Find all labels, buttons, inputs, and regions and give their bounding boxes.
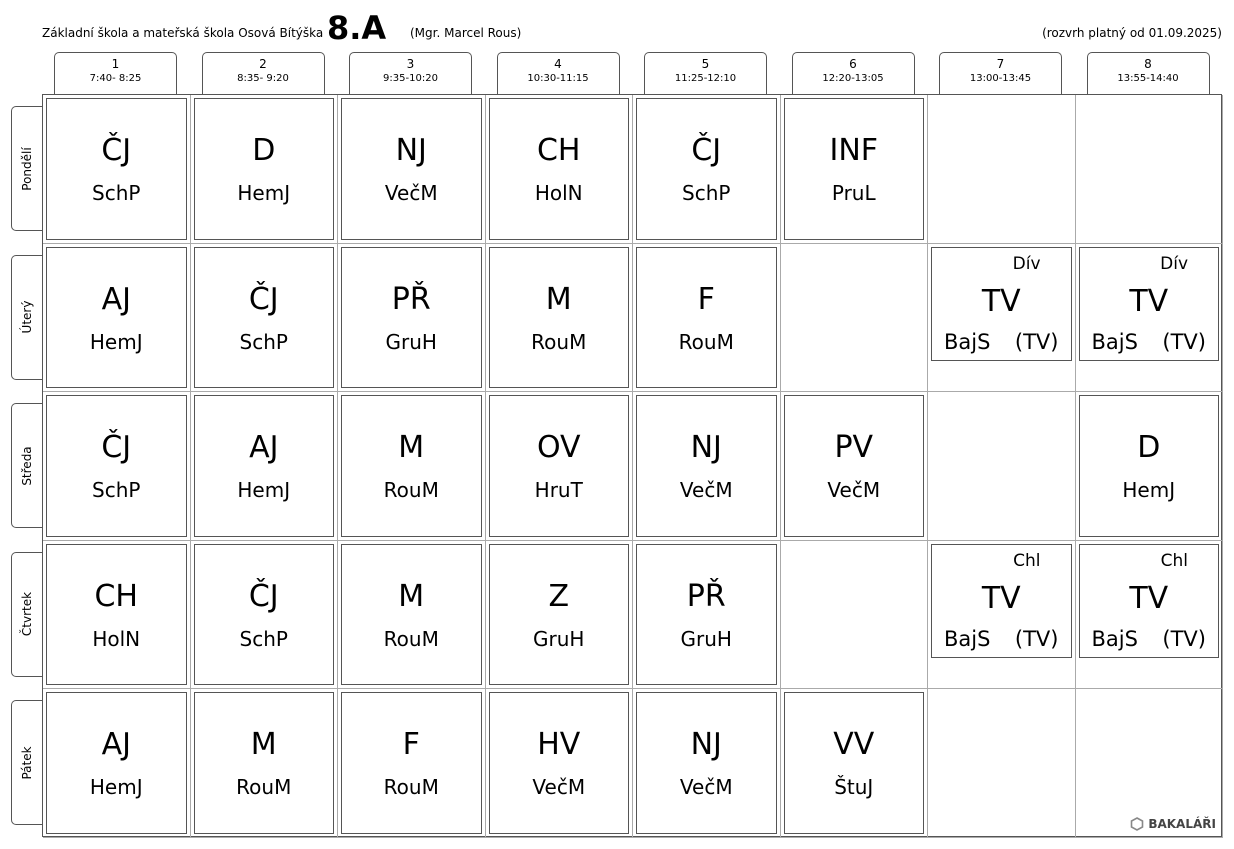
lesson-card[interactable] xyxy=(636,98,777,240)
lesson-subject: D xyxy=(252,133,276,168)
timetable-slot xyxy=(1076,95,1224,244)
timetable-slot xyxy=(486,95,634,244)
lesson-subject: M xyxy=(250,727,277,763)
lesson-subject: ČJ xyxy=(248,281,279,317)
lesson-subject: ČJ xyxy=(101,430,132,466)
lesson-teacher: RouM xyxy=(531,329,587,354)
timetable-slot xyxy=(43,95,191,244)
lesson-teacher: HemJ xyxy=(237,181,291,205)
timetable-slot xyxy=(781,95,929,244)
lesson-card[interactable] xyxy=(341,544,482,686)
period-header-1 xyxy=(54,52,177,94)
timetable-slot xyxy=(928,244,1076,393)
lesson-subject: CH xyxy=(94,578,138,614)
lesson-card[interactable] xyxy=(784,98,925,240)
timetable-slot xyxy=(486,541,634,690)
lesson-card[interactable] xyxy=(194,692,335,834)
lesson-subject: ČJ xyxy=(691,133,722,168)
lesson-card[interactable] xyxy=(194,544,335,686)
lesson-room: (TV) xyxy=(1014,626,1059,651)
lesson-card[interactable] xyxy=(1079,544,1220,659)
day-tab-3 xyxy=(11,403,42,528)
day-label: Středa xyxy=(20,446,34,486)
lesson-subject: M xyxy=(398,430,425,466)
timetable-slot xyxy=(1076,392,1224,541)
timetable-slot xyxy=(633,689,781,838)
timetable-slot xyxy=(43,244,191,393)
lesson-teacher: BajS xyxy=(944,329,991,354)
lesson-card[interactable] xyxy=(46,247,187,389)
day-tab-4 xyxy=(11,552,42,677)
timetable-slot xyxy=(486,244,634,393)
class-title: 8.A xyxy=(327,9,387,47)
lesson-card[interactable] xyxy=(636,247,777,389)
timetable-slot xyxy=(633,541,781,690)
period-header-4 xyxy=(497,52,620,94)
lesson-card[interactable] xyxy=(46,395,187,537)
period-number: 4 xyxy=(554,57,562,71)
lesson-teacher: SchP xyxy=(92,478,141,503)
timetable-slot xyxy=(928,541,1076,690)
timetable-slot xyxy=(338,689,486,838)
lesson-subject: TV xyxy=(1129,580,1169,616)
timetable-slot xyxy=(338,541,486,690)
lesson-subject: TV xyxy=(981,580,1021,616)
lesson-card[interactable] xyxy=(194,247,335,389)
schedule-validity: (rozvrh platný od 01.09.2025) xyxy=(1042,26,1222,40)
timetable-slot xyxy=(928,689,1076,838)
day-tab-2 xyxy=(11,255,42,380)
lesson-subject: CH xyxy=(536,133,581,168)
lesson-subject: PŘ xyxy=(391,281,431,317)
lesson-teacher: VečM xyxy=(532,775,586,800)
timetable-slot xyxy=(1076,244,1224,393)
timetable-slot xyxy=(43,392,191,541)
lesson-group: Chl xyxy=(1013,550,1041,571)
lesson-subject: NJ xyxy=(395,133,427,168)
timetable-slot xyxy=(928,392,1076,541)
lesson-teacher: VečM xyxy=(384,181,438,205)
lesson-teacher: SchP xyxy=(239,626,288,651)
timetable-slot xyxy=(338,95,486,244)
period-number: 5 xyxy=(701,57,710,71)
timetable-slot xyxy=(928,95,1076,244)
lesson-teacher: HolN xyxy=(534,181,583,205)
period-number: 3 xyxy=(406,57,415,71)
timetable-slot xyxy=(1076,689,1224,838)
lesson-teacher: HruT xyxy=(534,478,583,503)
lesson-card[interactable] xyxy=(46,692,187,834)
lesson-card[interactable] xyxy=(489,395,630,537)
period-number: 8 xyxy=(1144,57,1152,71)
lesson-room: (TV) xyxy=(1162,329,1206,354)
lesson-subject: ČJ xyxy=(248,578,279,614)
lesson-card[interactable] xyxy=(489,98,630,240)
period-header-2 xyxy=(202,52,325,94)
lesson-teacher: SchP xyxy=(682,181,731,205)
lesson-card[interactable] xyxy=(931,247,1072,362)
day-tab-5 xyxy=(11,700,42,825)
lesson-subject: AJ xyxy=(249,430,279,466)
lesson-teacher: PruL xyxy=(831,181,876,205)
lesson-subject: PŘ xyxy=(686,578,726,614)
timetable-slot xyxy=(633,392,781,541)
lesson-card[interactable] xyxy=(341,395,482,537)
timetable-slot xyxy=(486,689,634,838)
lesson-teacher: VečM xyxy=(827,478,881,503)
lesson-teacher: VečM xyxy=(679,775,733,800)
timetable-slot xyxy=(338,244,486,393)
period-header-6 xyxy=(792,52,915,94)
period-number: 6 xyxy=(849,57,857,71)
period-header-7 xyxy=(939,52,1062,94)
timetable-slot xyxy=(191,392,339,541)
period-time: 7:40- 8:25 xyxy=(89,73,142,84)
lesson-teacher: SchP xyxy=(239,329,288,354)
brand-label: BAKALÁŘI xyxy=(1148,817,1216,831)
day-label: Pátek xyxy=(20,746,34,780)
lesson-subject: AJ xyxy=(101,727,131,763)
timetable-slot xyxy=(781,541,929,690)
period-time: 13:55-14:40 xyxy=(1117,73,1179,84)
timetable-slot xyxy=(633,95,781,244)
lesson-card[interactable] xyxy=(636,544,777,686)
lesson-teacher: GruH xyxy=(533,626,585,651)
lesson-subject: OV xyxy=(536,430,581,466)
period-time: 8:35- 9:20 xyxy=(237,73,289,84)
period-header-3 xyxy=(349,52,472,94)
lesson-room: (TV) xyxy=(1162,626,1206,651)
period-time: 10:30-11:15 xyxy=(527,73,589,84)
class-teacher: (Mgr. Marcel Rous) xyxy=(410,26,522,40)
lesson-teacher: HemJ xyxy=(89,775,143,800)
lesson-teacher: ŠtuJ xyxy=(834,775,874,800)
lesson-teacher: VečM xyxy=(679,478,733,503)
timetable-slot xyxy=(191,244,339,393)
lesson-subject: ČJ xyxy=(101,133,132,168)
lesson-card[interactable] xyxy=(46,98,187,240)
day-label: Pondělí xyxy=(20,146,34,191)
lesson-card[interactable] xyxy=(194,98,335,240)
lesson-group: Chl xyxy=(1160,550,1188,571)
lesson-card[interactable] xyxy=(636,692,777,834)
lesson-group: Dív xyxy=(1160,253,1188,274)
lesson-card[interactable] xyxy=(784,692,925,834)
lesson-card[interactable] xyxy=(489,544,630,686)
lesson-subject: AJ xyxy=(101,281,131,317)
lesson-subject: M xyxy=(398,578,425,614)
timetable-slot xyxy=(191,95,339,244)
lesson-subject: Z xyxy=(548,578,570,614)
lesson-teacher: RouM xyxy=(383,775,439,800)
timetable-slot xyxy=(43,689,191,838)
timetable-slot xyxy=(633,244,781,393)
lesson-teacher: HolN xyxy=(92,626,141,651)
lesson-subject: VV xyxy=(833,727,875,763)
lesson-card[interactable] xyxy=(341,247,482,389)
period-time: 13:00-13:45 xyxy=(969,73,1032,84)
timetable-slot xyxy=(781,689,929,838)
lesson-subject: PV xyxy=(834,430,874,466)
timetable-slot xyxy=(191,689,339,838)
lesson-teacher: RouM xyxy=(678,329,734,354)
lesson-subject: HV xyxy=(537,727,581,763)
timetable-slot xyxy=(781,244,929,393)
lesson-subject: M xyxy=(545,281,572,317)
timetable-slot xyxy=(43,541,191,690)
lesson-card[interactable] xyxy=(636,395,777,537)
period-number: 1 xyxy=(111,57,120,71)
period-time: 9:35-10:20 xyxy=(383,73,438,84)
timetable-slot xyxy=(191,541,339,690)
lesson-card[interactable] xyxy=(931,544,1072,659)
lesson-teacher: BajS xyxy=(944,626,991,651)
lesson-teacher: BajS xyxy=(1091,626,1138,651)
lesson-card[interactable] xyxy=(46,544,187,686)
lesson-card[interactable] xyxy=(489,247,630,389)
timetable-grid xyxy=(42,94,1222,837)
lesson-subject: F xyxy=(697,281,715,317)
lesson-teacher: GruH xyxy=(680,626,732,651)
lesson-teacher: RouM xyxy=(383,478,439,503)
lesson-card[interactable] xyxy=(489,692,630,834)
lesson-card[interactable] xyxy=(1079,247,1220,362)
lesson-subject: F xyxy=(402,727,420,763)
day-label: Čtvrtek xyxy=(20,592,34,637)
lesson-teacher: HemJ xyxy=(237,478,291,503)
lesson-card[interactable] xyxy=(194,395,335,537)
lesson-subject: TV xyxy=(981,283,1021,319)
lesson-teacher: BajS xyxy=(1091,329,1138,354)
bakalari-logo-icon xyxy=(1130,817,1144,831)
period-number: 2 xyxy=(259,57,267,71)
lesson-card[interactable] xyxy=(341,692,482,834)
lesson-room: (TV) xyxy=(1014,329,1059,354)
lesson-card[interactable] xyxy=(341,98,482,240)
school-name: Základní škola a mateřská škola Osová Bítýška xyxy=(42,26,324,40)
period-time: 11:25-12:10 xyxy=(674,73,737,84)
lesson-card[interactable] xyxy=(784,395,925,537)
lesson-teacher: RouM xyxy=(236,775,292,800)
timetable-slot xyxy=(486,392,634,541)
lesson-card[interactable] xyxy=(1079,395,1220,537)
lesson-teacher: GruH xyxy=(385,329,437,354)
lesson-subject: TV xyxy=(1129,283,1169,319)
timetable-slot xyxy=(338,392,486,541)
timetable-slot xyxy=(1076,541,1224,690)
lesson-teacher: SchP xyxy=(92,181,141,205)
lesson-subject: D xyxy=(1137,430,1161,466)
lesson-teacher: HemJ xyxy=(1122,478,1176,503)
period-time: 12:20-13:05 xyxy=(822,73,884,84)
lesson-subject: INF xyxy=(829,133,879,168)
day-label: Úterý xyxy=(20,300,34,334)
day-tab-1 xyxy=(11,106,42,231)
period-number: 7 xyxy=(996,57,1005,71)
period-header-8 xyxy=(1087,52,1210,94)
lesson-group: Dív xyxy=(1012,253,1041,274)
lesson-teacher: HemJ xyxy=(89,329,143,354)
period-header-5 xyxy=(644,52,767,94)
lesson-teacher: RouM xyxy=(383,626,439,651)
lesson-subject: NJ xyxy=(690,727,722,763)
lesson-subject: NJ xyxy=(690,430,722,466)
timetable-slot xyxy=(781,392,929,541)
brand-logo xyxy=(1130,817,1216,831)
